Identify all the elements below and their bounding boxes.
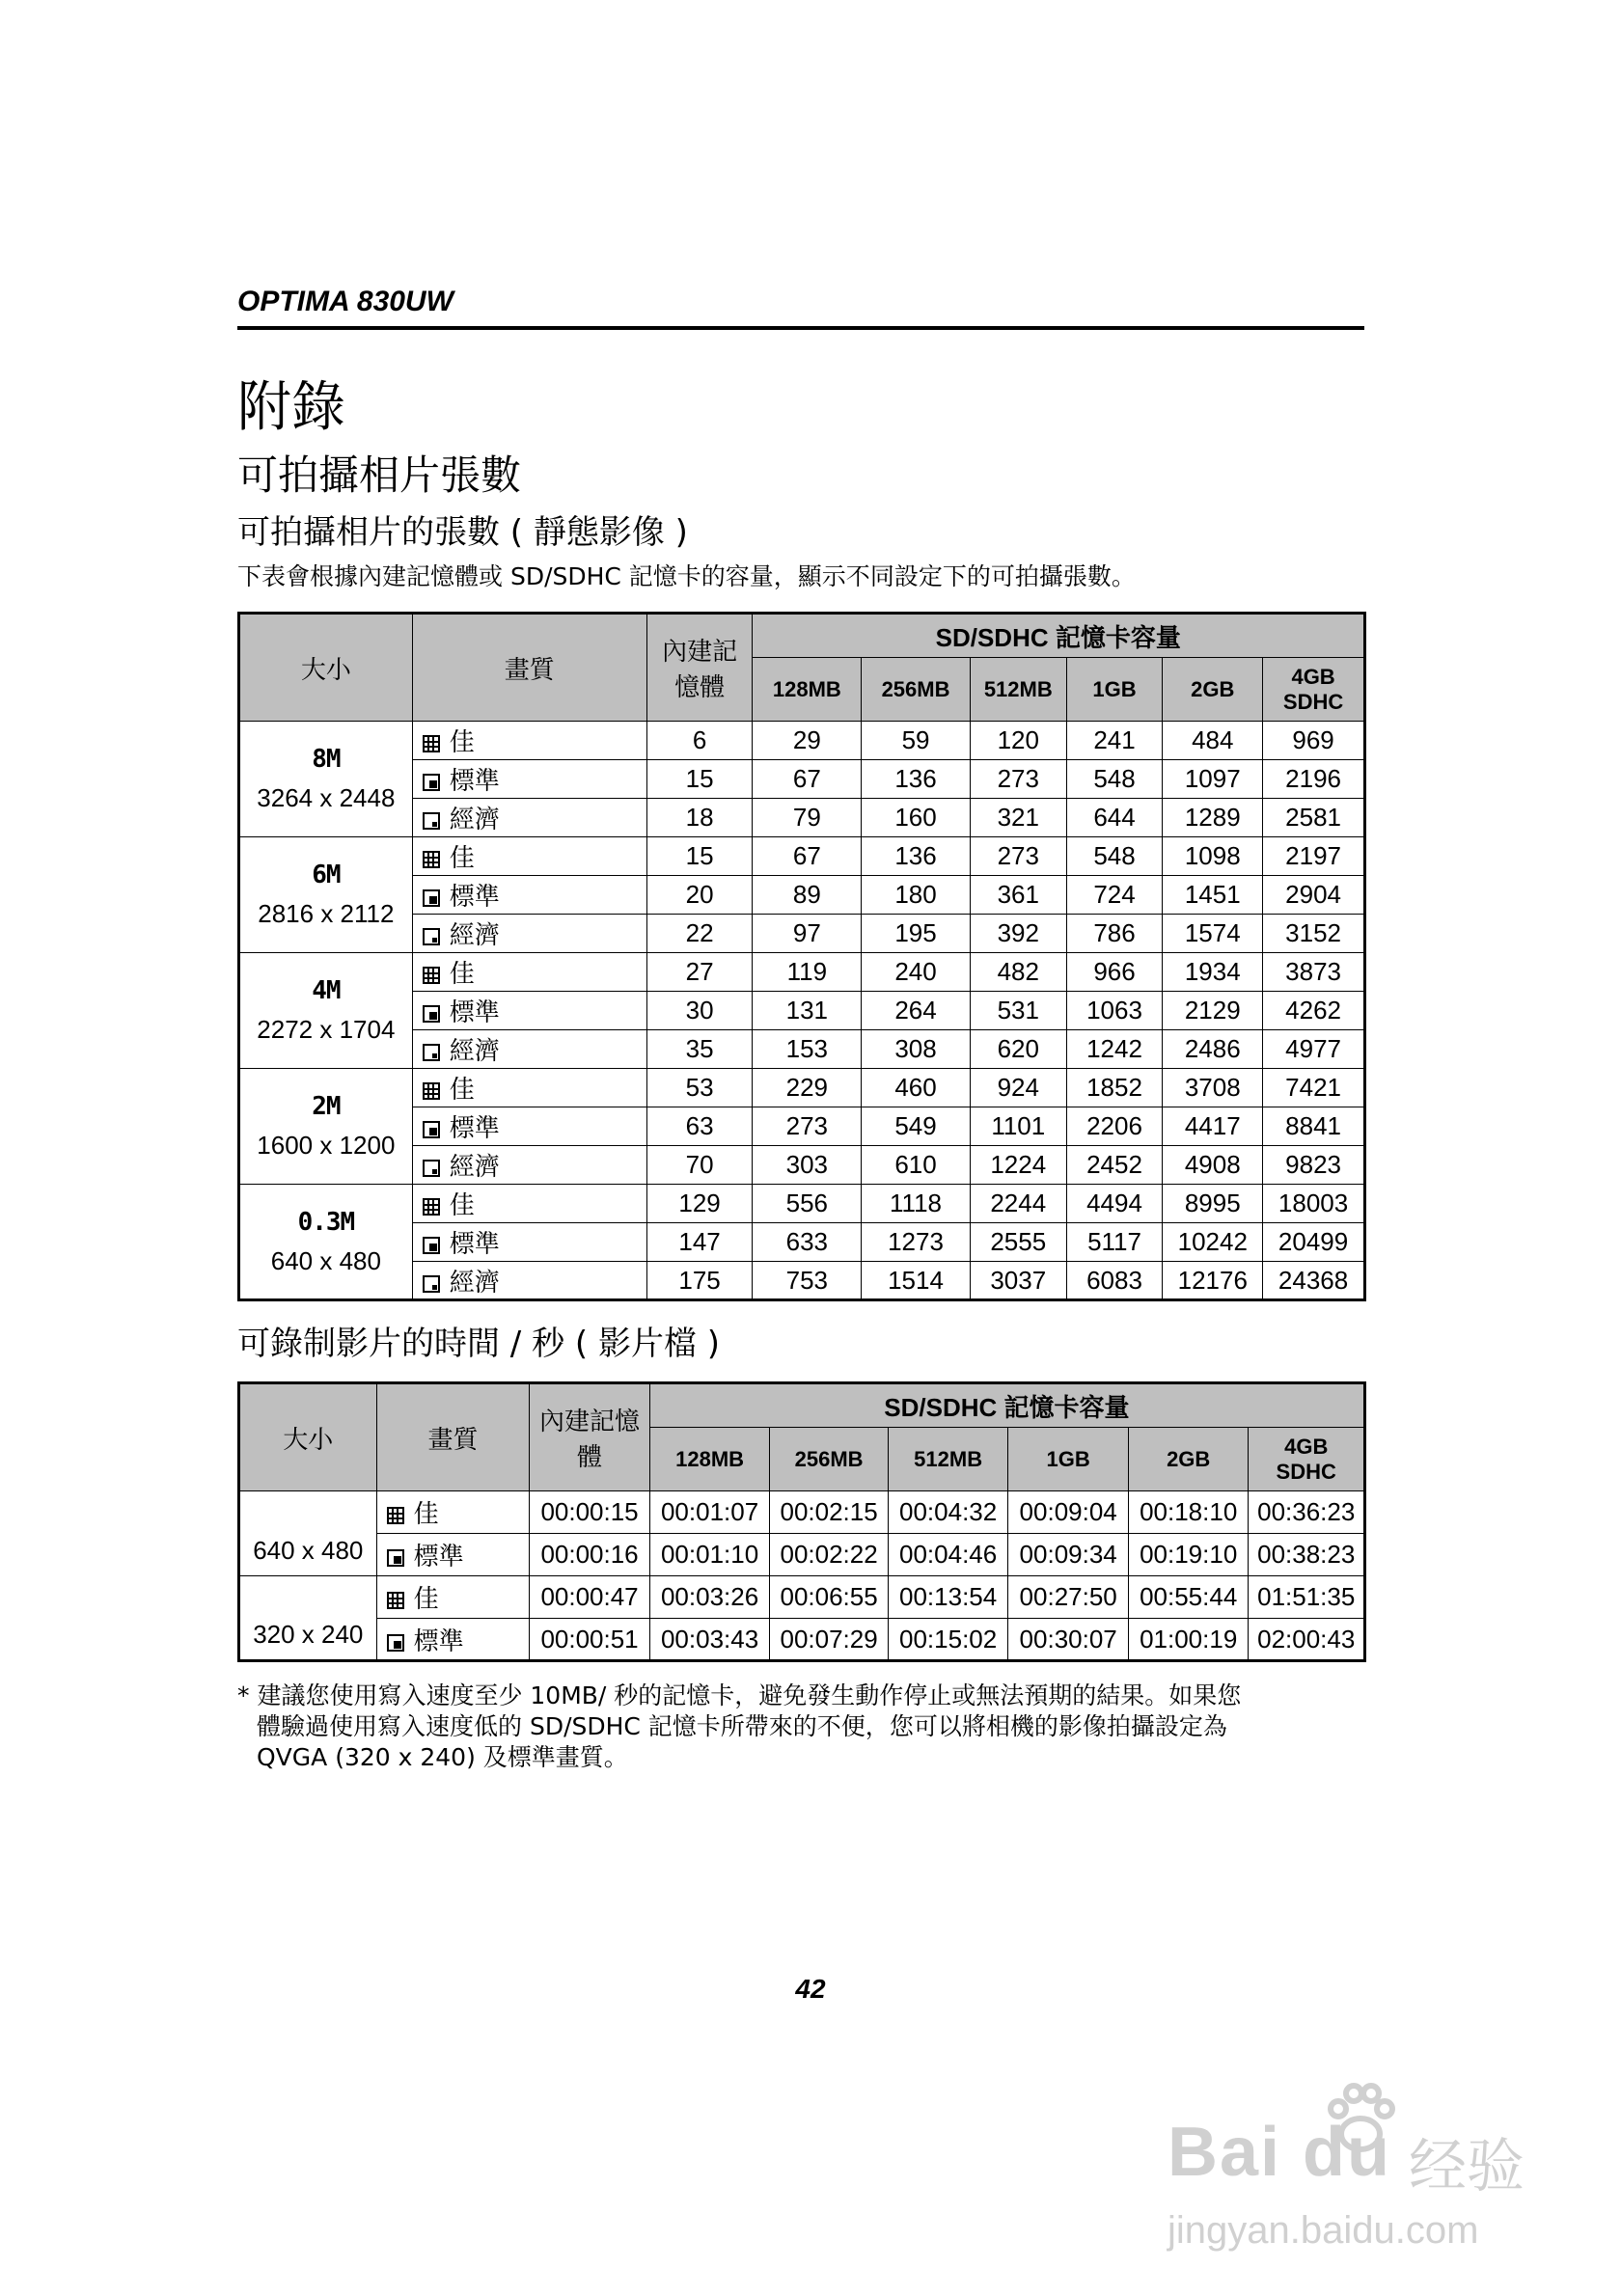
shot-count-cell: 2555 xyxy=(970,1223,1066,1262)
col-2gb: 2GB xyxy=(1163,658,1263,722)
shot-count-cell: 63 xyxy=(646,1107,753,1146)
shot-count-cell: 7421 xyxy=(1263,1069,1365,1107)
shot-count-cell: 549 xyxy=(862,1107,971,1146)
quality-fine-icon xyxy=(387,1507,404,1524)
shot-count-cell: 8995 xyxy=(1163,1185,1263,1223)
shot-count-cell: 6 xyxy=(646,722,753,760)
shot-count-cell: 1574 xyxy=(1163,915,1263,953)
shot-count-cell: 4908 xyxy=(1163,1146,1263,1185)
size-cell xyxy=(239,1185,413,1300)
quality-fine-icon xyxy=(423,1082,440,1100)
video-size-cell xyxy=(239,1491,377,1576)
quality-economy-label: 經濟 xyxy=(449,1153,500,1182)
quality-economy-label: 經濟 xyxy=(449,1037,500,1066)
quality-fine-icon xyxy=(423,1198,440,1216)
shot-count-cell: 67 xyxy=(753,837,862,876)
quality-eco-icon xyxy=(423,1160,440,1177)
record-time-cell: 01:51:35 xyxy=(1249,1576,1365,1619)
quality-eco-icon xyxy=(423,1275,440,1293)
shot-count-cell: 644 xyxy=(1066,799,1163,837)
quality-standard-cell xyxy=(412,1107,646,1146)
quality-std-icon xyxy=(423,1121,440,1138)
record-time-cell: 00:06:55 xyxy=(770,1576,889,1619)
shot-count-cell: 97 xyxy=(753,915,862,953)
shot-count-cell: 264 xyxy=(862,992,971,1030)
shot-count-cell: 70 xyxy=(646,1146,753,1185)
shot-count-cell: 27 xyxy=(646,953,753,992)
quality-standard-label: 標準 xyxy=(449,1114,500,1143)
col-quality: 畫質 xyxy=(412,614,646,722)
video-col-sd-capacity: SD/SDHC 記憶卡容量 xyxy=(649,1383,1364,1428)
shot-count-cell: 361 xyxy=(970,876,1066,915)
resolution-icon: 4M xyxy=(312,976,341,1005)
shot-count-cell: 59 xyxy=(862,722,971,760)
quality-std-icon xyxy=(387,1549,404,1567)
quality-economy-label: 經濟 xyxy=(449,806,500,834)
video-heading: 可錄制影片的時間 / 秒 ( 影片檔 ) xyxy=(237,1325,721,1363)
shot-count-cell: 20 xyxy=(646,876,753,915)
shot-count-cell: 18003 xyxy=(1263,1185,1365,1223)
record-time-cell: 00:04:46 xyxy=(888,1534,1008,1576)
col-4gb-line1: 4GB xyxy=(1291,664,1335,689)
record-time-cell: 00:03:26 xyxy=(649,1576,770,1619)
size-cell xyxy=(239,1069,413,1185)
shot-count-cell: 153 xyxy=(753,1030,862,1069)
shot-count-cell: 136 xyxy=(862,837,971,876)
shot-count-cell: 53 xyxy=(646,1069,753,1107)
shot-count-cell: 120 xyxy=(970,722,1066,760)
video-col-internal-line2: 體 xyxy=(577,1442,603,1471)
table-row xyxy=(239,953,1365,992)
quality-fine-icon xyxy=(387,1592,404,1609)
quality-fine-cell xyxy=(376,1491,530,1534)
shot-count-cell: 620 xyxy=(970,1030,1066,1069)
quality-std-icon xyxy=(423,1005,440,1023)
table-row xyxy=(239,722,1365,760)
watermark-brand: Bai du xyxy=(1168,2114,1392,2191)
shot-count-cell: 556 xyxy=(753,1185,862,1223)
quality-std-icon xyxy=(423,889,440,907)
shot-count-cell: 633 xyxy=(753,1223,862,1262)
shot-count-cell: 2129 xyxy=(1163,992,1263,1030)
video-col-4gb-line1: 4GB xyxy=(1284,1434,1329,1459)
shot-count-cell: 4262 xyxy=(1263,992,1365,1030)
footnote-line-1: * 建議您使用寫入速度至少 10MB/ 秒的記憶卡，避免發生動作停止或無法預期的結果。如果您 xyxy=(237,1681,1242,1709)
shot-count-cell: 2452 xyxy=(1066,1146,1163,1185)
quality-eco-icon xyxy=(423,812,440,830)
quality-standard-cell xyxy=(412,1223,646,1262)
shot-count-cell: 6083 xyxy=(1066,1262,1163,1300)
col-4gb-sdhc xyxy=(1263,658,1365,722)
video-col-2gb: 2GB xyxy=(1128,1428,1249,1491)
shot-count-cell: 303 xyxy=(753,1146,862,1185)
record-time-cell: 00:02:22 xyxy=(770,1534,889,1576)
shot-count-cell: 4494 xyxy=(1066,1185,1163,1223)
quality-fine-label: 佳 xyxy=(413,1585,439,1614)
shot-count-cell: 129 xyxy=(646,1185,753,1223)
shot-count-cell: 1514 xyxy=(862,1262,971,1300)
quality-fine-cell xyxy=(412,1069,646,1107)
header-rule xyxy=(237,326,1364,330)
col-128mb: 128MB xyxy=(753,658,862,722)
shot-count-cell: 18 xyxy=(646,799,753,837)
shot-count-cell: 531 xyxy=(970,992,1066,1030)
record-time-cell: 00:00:51 xyxy=(530,1619,650,1661)
shot-count-cell: 548 xyxy=(1066,760,1163,799)
record-time-cell: 00:38:23 xyxy=(1249,1534,1365,1576)
shot-count-cell: 482 xyxy=(970,953,1066,992)
shot-count-cell: 4417 xyxy=(1163,1107,1263,1146)
resolution-icon: 0.3M xyxy=(297,1207,355,1237)
shot-count-cell: 2486 xyxy=(1163,1030,1263,1069)
table-row xyxy=(239,1576,1365,1619)
quality-standard-label: 標準 xyxy=(449,767,500,796)
record-time-cell: 00:18:10 xyxy=(1128,1491,1249,1534)
record-time-cell: 01:00:19 xyxy=(1128,1619,1249,1661)
quality-economy-cell xyxy=(412,915,646,953)
shot-count-cell: 786 xyxy=(1066,915,1163,953)
footnote-line-3: QVGA (320 x 240) 及標準畫質。 xyxy=(257,1743,628,1771)
shot-count-cell: 35 xyxy=(646,1030,753,1069)
shot-count-cell: 3708 xyxy=(1163,1069,1263,1107)
shot-count-cell: 240 xyxy=(862,953,971,992)
still-intro: 下表會根據內建記憶體或 SD/SDHC 記憶卡的容量，顯示不同設定下的可拍攝張數。 xyxy=(237,562,1136,590)
page-number: 42 xyxy=(795,1974,826,2004)
shot-count-cell: 67 xyxy=(753,760,862,799)
shot-count-cell: 2196 xyxy=(1263,760,1365,799)
shot-count-cell: 308 xyxy=(862,1030,971,1069)
quality-fine-cell xyxy=(412,953,646,992)
quality-fine-label: 佳 xyxy=(449,1076,475,1105)
resolution-label: 2272 x 1704 xyxy=(257,1015,396,1044)
shot-count-cell: 273 xyxy=(970,837,1066,876)
chapter-title: 附錄 xyxy=(237,376,345,439)
video-col-512mb: 512MB xyxy=(888,1428,1008,1491)
shot-count-cell: 4977 xyxy=(1263,1030,1365,1069)
shot-count-cell: 229 xyxy=(753,1069,862,1107)
shot-count-cell: 15 xyxy=(646,760,753,799)
record-time-cell: 00:07:29 xyxy=(770,1619,889,1661)
shot-count-cell: 273 xyxy=(970,760,1066,799)
shot-count-cell: 20499 xyxy=(1263,1223,1365,1262)
shot-count-cell: 1101 xyxy=(970,1107,1066,1146)
shot-count-cell: 610 xyxy=(862,1146,971,1185)
shot-count-cell: 1451 xyxy=(1163,876,1263,915)
quality-economy-label: 經濟 xyxy=(449,1268,500,1298)
shot-count-cell: 2206 xyxy=(1066,1107,1163,1146)
record-time-cell: 00:03:43 xyxy=(649,1619,770,1661)
shot-count-cell: 484 xyxy=(1163,722,1263,760)
record-time-cell: 00:55:44 xyxy=(1128,1576,1249,1619)
col-internal-line2: 憶體 xyxy=(674,672,726,701)
record-time-cell: 00:09:04 xyxy=(1008,1491,1129,1534)
quality-fine-label: 佳 xyxy=(449,728,475,757)
still-heading: 可拍攝相片的張數 ( 靜態影像 ) xyxy=(237,513,688,552)
quality-fine-cell xyxy=(412,722,646,760)
resolution-label: 3264 x 2448 xyxy=(257,783,396,812)
record-time-cell: 00:00:16 xyxy=(530,1534,650,1576)
shot-count-cell: 22 xyxy=(646,915,753,953)
video-col-internal xyxy=(530,1383,650,1491)
shot-count-cell: 3152 xyxy=(1263,915,1365,953)
shot-count-cell: 460 xyxy=(862,1069,971,1107)
shot-count-cell: 29 xyxy=(753,722,862,760)
video-col-1gb: 1GB xyxy=(1008,1428,1129,1491)
col-internal-line1: 內建記 xyxy=(662,637,738,666)
quality-economy-label: 經濟 xyxy=(449,921,500,950)
shot-count-cell: 1289 xyxy=(1163,799,1263,837)
quality-standard-label: 標準 xyxy=(449,883,500,912)
quality-standard-label: 標準 xyxy=(449,1230,500,1259)
shot-count-cell: 241 xyxy=(1066,722,1163,760)
shot-count-cell: 10242 xyxy=(1163,1223,1263,1262)
shot-count-cell: 180 xyxy=(862,876,971,915)
quality-economy-cell xyxy=(412,1262,646,1300)
record-time-cell: 00:01:10 xyxy=(649,1534,770,1576)
shot-count-cell: 1097 xyxy=(1163,760,1263,799)
quality-standard-cell xyxy=(376,1534,530,1576)
size-cell xyxy=(239,953,413,1069)
watermark-url: jingyan.baidu.com xyxy=(1168,2209,1479,2252)
video-col-quality: 畫質 xyxy=(376,1383,530,1491)
table-row xyxy=(239,1185,1365,1223)
record-time-cell: 00:01:07 xyxy=(649,1491,770,1534)
video-resolution-label: 640 x 480 xyxy=(253,1536,364,1565)
manual-header-title: OPTIMA 830UW xyxy=(237,286,453,317)
quality-fine-cell xyxy=(412,837,646,876)
table-row xyxy=(239,1069,1365,1107)
shot-count-cell: 2904 xyxy=(1263,876,1365,915)
quality-fine-label: 佳 xyxy=(449,960,475,989)
baidu-watermark xyxy=(1158,2074,1544,2267)
table-row xyxy=(239,1534,1365,1576)
footnote-line-2: 體驗過使用寫入速度低的 SD/SDHC 記憶卡所帶來的不便，您可以將相機的影像拍攝設定為 xyxy=(257,1712,1227,1740)
shot-count-cell: 15 xyxy=(646,837,753,876)
shot-count-cell: 1852 xyxy=(1066,1069,1163,1107)
quality-economy-cell xyxy=(412,799,646,837)
col-4gb-line2: SDHC xyxy=(1282,689,1344,714)
video-size-cell xyxy=(239,1576,377,1661)
video-col-256mb: 256MB xyxy=(770,1428,889,1491)
shot-count-cell: 79 xyxy=(753,799,862,837)
shot-count-cell: 321 xyxy=(970,799,1066,837)
record-time-cell: 00:15:02 xyxy=(888,1619,1008,1661)
quality-standard-cell xyxy=(412,760,646,799)
quality-standard-cell xyxy=(376,1619,530,1661)
section-title: 可拍攝相片張數 xyxy=(237,451,522,499)
shot-count-cell: 3037 xyxy=(970,1262,1066,1300)
col-internal xyxy=(646,614,753,722)
shot-count-cell: 548 xyxy=(1066,837,1163,876)
shot-count-cell: 1934 xyxy=(1163,953,1263,992)
shot-count-cell: 195 xyxy=(862,915,971,953)
footnote xyxy=(237,1681,1376,1773)
record-time-cell: 00:30:07 xyxy=(1008,1619,1129,1661)
shot-count-cell: 1273 xyxy=(862,1223,971,1262)
quality-fine-icon xyxy=(423,851,440,868)
video-col-internal-line1: 內建記憶 xyxy=(539,1407,641,1435)
record-time-cell: 00:13:54 xyxy=(888,1576,1008,1619)
table-row xyxy=(239,1619,1365,1661)
record-time-cell: 00:27:50 xyxy=(1008,1576,1129,1619)
shot-count-cell: 8841 xyxy=(1263,1107,1365,1146)
quality-eco-icon xyxy=(423,928,440,945)
shot-count-cell: 131 xyxy=(753,992,862,1030)
shot-count-cell: 147 xyxy=(646,1223,753,1262)
video-col-4gb-line2: SDHC xyxy=(1276,1459,1336,1484)
video-col-size: 大小 xyxy=(239,1383,377,1491)
shot-count-cell: 1242 xyxy=(1066,1030,1163,1069)
col-1gb: 1GB xyxy=(1066,658,1163,722)
quality-fine-icon xyxy=(423,967,440,984)
shot-count-cell: 966 xyxy=(1066,953,1163,992)
shot-count-cell: 753 xyxy=(753,1262,862,1300)
resolution-label: 640 x 480 xyxy=(270,1245,381,1275)
shot-count-cell: 924 xyxy=(970,1069,1066,1107)
shot-count-cell: 5117 xyxy=(1066,1223,1163,1262)
shot-count-cell: 24368 xyxy=(1263,1262,1365,1300)
size-cell xyxy=(239,837,413,953)
quality-fine-label: 佳 xyxy=(449,844,475,873)
quality-standard-label: 標準 xyxy=(449,998,500,1027)
resolution-icon: 2M xyxy=(312,1092,341,1121)
col-size: 大小 xyxy=(239,614,413,722)
record-time-cell: 00:36:23 xyxy=(1249,1491,1365,1534)
record-time-cell: 00:04:32 xyxy=(888,1491,1008,1534)
record-time-cell: 00:00:15 xyxy=(530,1491,650,1534)
shot-count-cell: 175 xyxy=(646,1262,753,1300)
shot-count-cell: 2581 xyxy=(1263,799,1365,837)
shot-count-cell: 30 xyxy=(646,992,753,1030)
shot-count-cell: 136 xyxy=(862,760,971,799)
record-time-cell: 00:19:10 xyxy=(1128,1534,1249,1576)
watermark-cn: 经验 xyxy=(1409,2133,1525,2200)
col-512mb: 512MB xyxy=(970,658,1066,722)
table-row xyxy=(239,1491,1365,1534)
video-col-128mb: 128MB xyxy=(649,1428,770,1491)
quality-standard-label: 標準 xyxy=(413,1626,464,1656)
quality-fine-cell xyxy=(412,1185,646,1223)
shot-count-cell: 160 xyxy=(862,799,971,837)
col-sd-capacity: SD/SDHC 記憶卡容量 xyxy=(753,614,1365,658)
shot-count-cell: 724 xyxy=(1066,876,1163,915)
shot-count-cell: 2197 xyxy=(1263,837,1365,876)
still-capacity-table xyxy=(237,612,1366,1301)
resolution-icon: 8M xyxy=(312,745,341,774)
video-col-4gb-sdhc xyxy=(1249,1428,1365,1491)
shot-count-cell: 9823 xyxy=(1263,1146,1365,1185)
col-256mb: 256MB xyxy=(862,658,971,722)
record-time-cell: 00:02:15 xyxy=(770,1491,889,1534)
quality-eco-icon xyxy=(423,1044,440,1061)
shot-count-cell: 1063 xyxy=(1066,992,1163,1030)
shot-count-cell: 3873 xyxy=(1263,953,1365,992)
quality-fine-cell xyxy=(376,1576,530,1619)
shot-count-cell: 273 xyxy=(753,1107,862,1146)
quality-standard-label: 標準 xyxy=(413,1543,464,1572)
table-row xyxy=(239,837,1365,876)
shot-count-cell: 969 xyxy=(1263,722,1365,760)
shot-count-cell: 1118 xyxy=(862,1185,971,1223)
quality-std-icon xyxy=(387,1634,404,1652)
quality-fine-label: 佳 xyxy=(449,1191,475,1220)
size-cell xyxy=(239,722,413,837)
quality-economy-cell xyxy=(412,1146,646,1185)
record-time-cell: 00:00:47 xyxy=(530,1576,650,1619)
quality-economy-cell xyxy=(412,1030,646,1069)
quality-std-icon xyxy=(423,1237,440,1254)
quality-standard-cell xyxy=(412,992,646,1030)
quality-standard-cell xyxy=(412,876,646,915)
shot-count-cell: 392 xyxy=(970,915,1066,953)
shot-count-cell: 12176 xyxy=(1163,1262,1263,1300)
shot-count-cell: 119 xyxy=(753,953,862,992)
resolution-label: 2816 x 2112 xyxy=(258,899,395,928)
quality-fine-label: 佳 xyxy=(413,1500,439,1529)
quality-std-icon xyxy=(423,774,440,791)
shot-count-cell: 2244 xyxy=(970,1185,1066,1223)
resolution-label: 1600 x 1200 xyxy=(257,1131,396,1160)
video-resolution-label: 320 x 240 xyxy=(253,1620,364,1649)
video-capacity-table xyxy=(237,1381,1366,1662)
resolution-icon: 6M xyxy=(312,861,341,889)
shot-count-cell: 1224 xyxy=(970,1146,1066,1185)
record-time-cell: 02:00:43 xyxy=(1249,1619,1365,1661)
quality-fine-icon xyxy=(423,735,440,752)
shot-count-cell: 89 xyxy=(753,876,862,915)
record-time-cell: 00:09:34 xyxy=(1008,1534,1129,1576)
shot-count-cell: 1098 xyxy=(1163,837,1263,876)
